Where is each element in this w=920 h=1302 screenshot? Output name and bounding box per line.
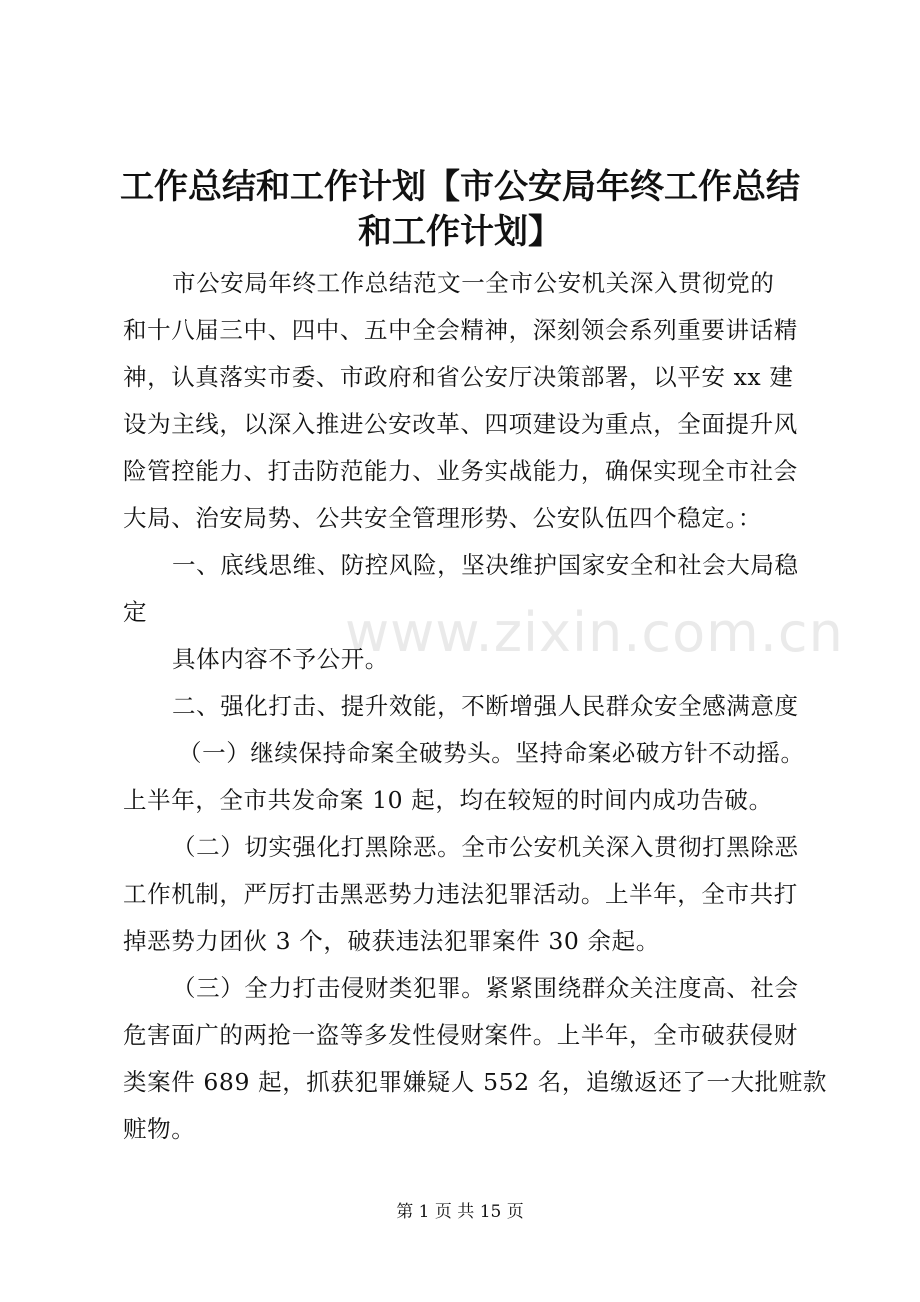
section-heading-line: 二、强化打击、提升效能，不断增强人民群众安全感满意度	[172, 692, 799, 720]
body-line: （一）继续保持命案全破势头。坚持命案必破方针不动摇。	[178, 739, 805, 767]
body-line: 具体内容不予公开。	[172, 645, 389, 673]
document-title-line-2: 和工作计划】	[358, 212, 562, 252]
watermark: www.zixin.com.cn	[345, 601, 844, 664]
body-line: 工作机制，严厉打击黑恶势力违法犯罪活动。上半年，全市共打	[123, 880, 798, 908]
document-title-line-1: 工作总结和工作计划【市公安局年终工作总结	[120, 167, 800, 207]
section-heading-line: 一、底线思维、防控风险，坚决维护国家安全和社会大局稳	[172, 551, 799, 579]
body-line: 和十八届三中、四中、五中全会精神，深刻领会系列重要讲话精	[123, 316, 798, 344]
section-heading-line: 定	[123, 598, 148, 626]
page-footer: 第 1 页 共 15 页	[396, 1202, 524, 1222]
body-line: 险管控能力、打击防范能力、业务实战能力，确保实现全市社会	[123, 457, 798, 485]
body-line: （二）切实强化打黑除恶。全市公安机关深入贯彻打黑除恶	[172, 833, 799, 861]
body-line: 设为主线，以深入推进公安改革、四项建设为重点，全面提升风	[123, 410, 798, 438]
body-line: 大局、治安局势、公共安全管理形势、公安队伍四个稳定。：	[123, 504, 762, 532]
body-line: 上半年，全市共发命案 10 起，均在较短的时间内成功告破。	[123, 786, 773, 814]
body-line: （三）全力打击侵财类犯罪。紧紧围绕群众关注度高、社会	[172, 974, 799, 1002]
body-line: 市公安局年终工作总结范文一全市公安机关深入贯彻党的	[172, 269, 775, 297]
body-line: 危害面广的两抢一盗等多发性侵财案件。上半年，全市破获侵财	[123, 1021, 798, 1049]
body-line: 掉恶势力团伙 3 个，破获违法犯罪案件 30 余起。	[123, 927, 660, 955]
body-line: 神，认真落实市委、市政府和省公安厅决策部署，以平安 xx 建	[123, 363, 794, 391]
body-line: 赃物。	[123, 1115, 196, 1143]
body-line: 类案件 689 起，抓获犯罪嫌疑人 552 名，追缴返还了一大批赃款	[123, 1068, 827, 1096]
